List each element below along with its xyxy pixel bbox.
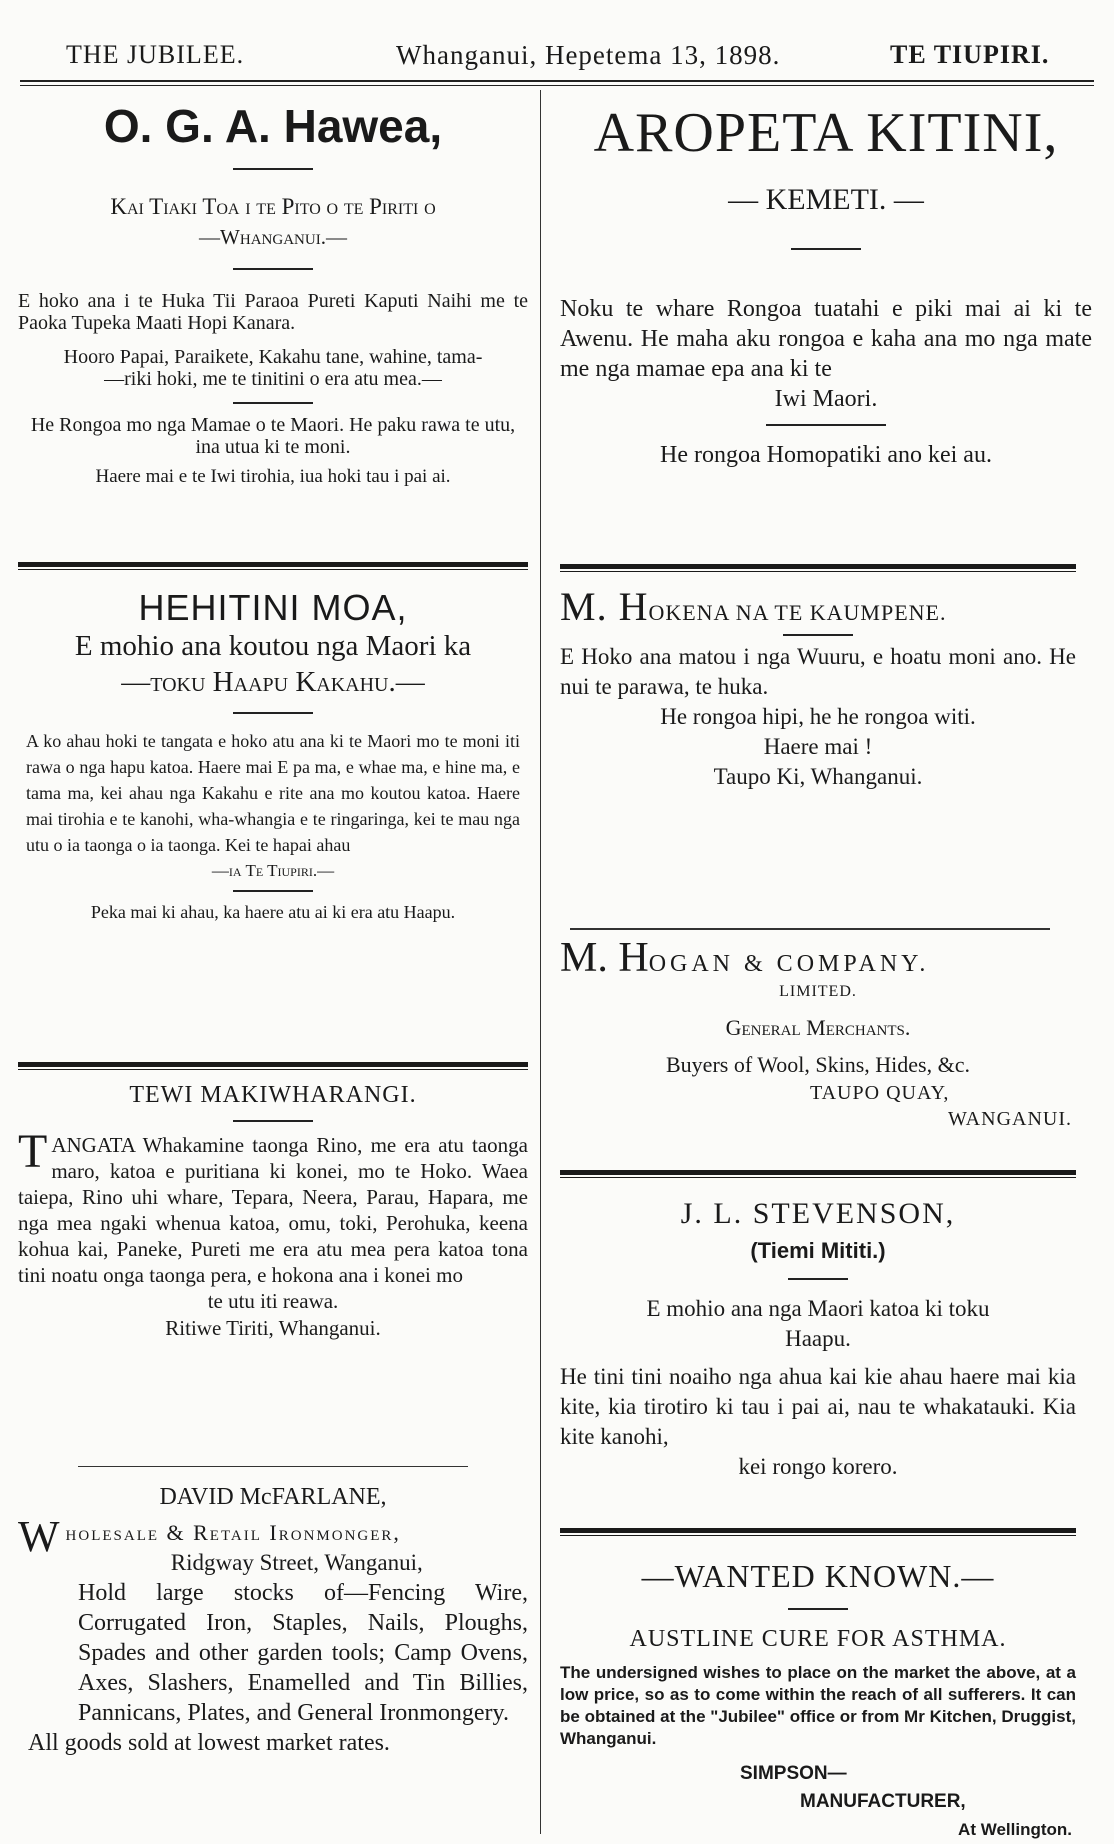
ad-stevenson-title: J. L. STEVENSON, bbox=[680, 1197, 956, 1230]
masthead-left: THE JUBILEE. bbox=[66, 40, 245, 69]
ad-kitini-p2: He rongoa Homopatiki ano kei au. bbox=[660, 442, 992, 468]
ad-hawea-p2a: Hooro Papai, Paraikete, Kakahu tane, wahine, tama- bbox=[63, 346, 483, 368]
ad-hogan-title bbox=[560, 935, 1076, 982]
rule-thick bbox=[18, 562, 528, 570]
ad-stevenson bbox=[560, 1196, 1076, 1482]
ad-kitini bbox=[560, 100, 1092, 470]
ad-mcfarlane-line1-text: holesale & Retail Ironmonger, bbox=[65, 1520, 401, 1545]
ad-moa-p2: Peka mai ki ahau, ka haere atu ai ki era atu Haapu. bbox=[90, 902, 456, 922]
ad-mcfarlane-p2: All goods sold at lowest market rates. bbox=[28, 1730, 390, 1756]
ad-mcfarlane-p1-text: Hold large stocks of—Fencing Wire, Corrugated Iron, Staples, Nails, Ploughs, Spades and other garden tools; Camp Ovens, Axes, Slashers, Enamelled and Tin Billies, Pannicans, Plates, and General Ironmongery. bbox=[78, 1580, 528, 1726]
rule bbox=[233, 1120, 313, 1122]
masthead-right: TE TIUPIRI. bbox=[890, 40, 1050, 69]
ad-stevenson-alias: (Tiemi Mititi.) bbox=[750, 1238, 886, 1263]
ad-hawea-title: O. G. A. Hawea, bbox=[103, 100, 443, 152]
ad-hawea-p1: E hoko ana i te Huka Tii Paraoa Pureti Kaputi Naihi me te Paoka Tupeka Maati Hopi Kanara. bbox=[18, 290, 528, 334]
ad-tewi-title: TEWI MAKIWHARANGI. bbox=[129, 1082, 417, 1108]
ad-hogan-addr1: TAUPO QUAY, bbox=[810, 1082, 950, 1104]
ad-hogan-name: OGAN & COMPANY. bbox=[648, 951, 930, 977]
ad-tewi bbox=[18, 1080, 528, 1342]
rule bbox=[233, 268, 313, 270]
rule bbox=[783, 634, 853, 636]
rule bbox=[233, 168, 313, 170]
ad-tewi-p1end: te utu iti reawa. bbox=[207, 1289, 339, 1313]
rule-thick bbox=[560, 1170, 1076, 1178]
ad-hogan-addr2: WANGANUI. bbox=[948, 1108, 1072, 1130]
ad-mcfarlane-p1 bbox=[18, 1578, 528, 1728]
ad-hokena-p2: He rongoa hipi, he he rongoa witi. bbox=[660, 704, 976, 729]
rule-thick bbox=[18, 1062, 528, 1070]
ad-mcfarlane-title: DAVID McFARLANE, bbox=[159, 1484, 387, 1510]
left-column bbox=[18, 90, 528, 1844]
rule-thick bbox=[560, 1528, 1076, 1536]
rule bbox=[766, 424, 886, 426]
ad-moa bbox=[18, 588, 528, 924]
rule-thin bbox=[78, 1466, 468, 1467]
ad-mcfarlane-line2: Ridgway Street, Wanganui, bbox=[170, 1550, 423, 1575]
ad-hokena bbox=[560, 584, 1076, 792]
right-column bbox=[560, 90, 1092, 1844]
ad-hawea-line2: —Whanganui.— bbox=[199, 225, 347, 249]
rule bbox=[791, 248, 861, 250]
rule bbox=[233, 890, 313, 892]
ad-hokena-p1: E Hoko ana matou i nga Wuuru, e hoatu moni ano. He nui te parawa, te huka. bbox=[560, 644, 1076, 699]
ad-wanted-sign1: SIMPSON— bbox=[740, 1763, 847, 1784]
ad-tewi-p1 bbox=[18, 1125, 528, 1288]
ad-wanted-p1: The undersigned wishes to place on the market the above, at a low price, so as to come within the reach of all sufferers. It can be obtained at the "Jubilee" office or from Mr Kitchen, Druggist, Whanganui. bbox=[560, 1663, 1076, 1748]
ad-hogan-merchants: General Merchants. bbox=[725, 1015, 911, 1040]
ad-moa-p1: A ko ahau hoki te tangata e hoko atu ana ki te Maori mo te moni iti rawa o nga hapu katoa. Haere mai E pa ma, e whae ma, e hine ma, e tama ma, kei ahau nga Kakahu e rite ana mo koutou katoa. Haere mai tirohia e te kanohi, wha-whangia e te ringaringa, kei te mau nga utu o ia taonga o ia taonga. Kei te hapai ahau bbox=[26, 731, 520, 855]
ad-kitini-title: AROPETA KITINI, bbox=[593, 102, 1059, 164]
ad-hogan bbox=[560, 935, 1076, 1132]
ad-moa-title: HEHITINI MOA, bbox=[138, 587, 408, 628]
ad-kitini-p1end: Iwi Maori. bbox=[774, 386, 878, 412]
ad-hawea-p3: He Rongoa mo nga Mamae o te Maori. He paku rawa te utu, ina utua ki te moni. bbox=[30, 414, 516, 458]
ad-wanted-sub: AUSTLINE CURE FOR ASTHMA. bbox=[629, 1626, 1007, 1652]
ad-hawea-p4: Haere mai e te Iwi tirohia, iua hoki tau i pai ai. bbox=[95, 466, 451, 487]
rule-thin bbox=[570, 928, 1050, 930]
ad-tewi-text: ANGATA Whakamine taonga Rino, me era atu taonga maro, katoa e puritiana ki konei, mo te Hoko. Waea taiepa, Rino uhi whare, Tepara, Neera, Parau, Hapara, me nga mea ngaki whenua katoa, omu, toki, Perohuka, keena kohua kai, Paneke, Pureti me era atu mea pera katoa tona tini noatu onga taonga pera, e hokona ana i konei mo bbox=[18, 1133, 528, 1287]
rule bbox=[788, 1278, 848, 1280]
ad-hawea bbox=[18, 100, 528, 488]
ad-hogan-limited: LIMITED. bbox=[779, 983, 857, 1000]
ad-hawea-line1: Kai Tiaki Toa i te Pito o te Piriti o bbox=[110, 194, 436, 219]
rule-thick bbox=[560, 564, 1076, 572]
ad-stevenson-p1: E mohio ana nga Maori katoa ki toku bbox=[646, 1296, 990, 1321]
ad-hokena-name: OKENA NA TE KAUMPENE. bbox=[648, 600, 947, 625]
ad-hokena-p3: Haere mai ! bbox=[763, 734, 873, 759]
masthead-date: Whanganui, Hepetema 13, 1898. bbox=[396, 40, 781, 70]
ad-kitini-sub: — KEMETI. — bbox=[728, 183, 924, 216]
ad-stevenson-p1end: Haapu. bbox=[785, 1326, 851, 1351]
ad-mcfarlane-dropcap: W bbox=[18, 1512, 62, 1561]
ad-hokena-title bbox=[560, 584, 1076, 630]
masthead-rule bbox=[20, 80, 1094, 86]
ad-wanted-title: —WANTED KNOWN.— bbox=[641, 1558, 995, 1594]
ad-moa-line2: —toku Haapu Kakahu.— bbox=[121, 666, 425, 698]
ad-stevenson-p2end: kei rongo korero. bbox=[738, 1454, 898, 1479]
column-divider bbox=[540, 90, 541, 1834]
ad-moa-p1end: —ia Te Tiupiri.— bbox=[211, 861, 335, 880]
ad-tewi-sign: Ritiwe Tiriti, Whanganui. bbox=[165, 1316, 381, 1340]
ad-hogan-buyers: Buyers of Wool, Skins, Hides, &c. bbox=[666, 1052, 970, 1077]
ad-moa-line1: E mohio ana koutou nga Maori ka bbox=[74, 630, 472, 662]
ad-hawea-p2b: —riki hoki, me te tinitini o era atu mea.— bbox=[104, 368, 442, 390]
rule bbox=[233, 402, 313, 404]
ad-hokena-p4: Taupo Ki, Whanganui. bbox=[713, 764, 923, 789]
ad-stevenson-p2: He tini tini noaiho nga ahua kai kie ahau haere mai kia kite, kia tirotiro ki tau i pai ai, nau te whakatauki. Kia kite kanohi, bbox=[560, 1364, 1076, 1449]
ad-hokena-initial: M. H bbox=[560, 584, 649, 629]
ad-mcfarlane-line1 bbox=[18, 1512, 528, 1561]
ad-wanted-sign3: At Wellington. bbox=[958, 1820, 1072, 1839]
ad-hogan-initial: M. H bbox=[560, 935, 649, 981]
rule bbox=[233, 712, 313, 714]
rule bbox=[788, 1608, 848, 1610]
ad-mcfarlane bbox=[18, 1482, 528, 1758]
ad-wanted bbox=[560, 1556, 1076, 1844]
ad-wanted-sign2: MANUFACTURER, bbox=[800, 1791, 966, 1812]
ad-kitini-p1: Noku te whare Rongoa tuatahi e piki mai ai ki te Awenu. He maha aku rongoa e kaha ana mo nga mate me nga mamae epa ana ki te bbox=[560, 296, 1092, 382]
ad-tewi-dropcap: T bbox=[18, 1125, 48, 1178]
